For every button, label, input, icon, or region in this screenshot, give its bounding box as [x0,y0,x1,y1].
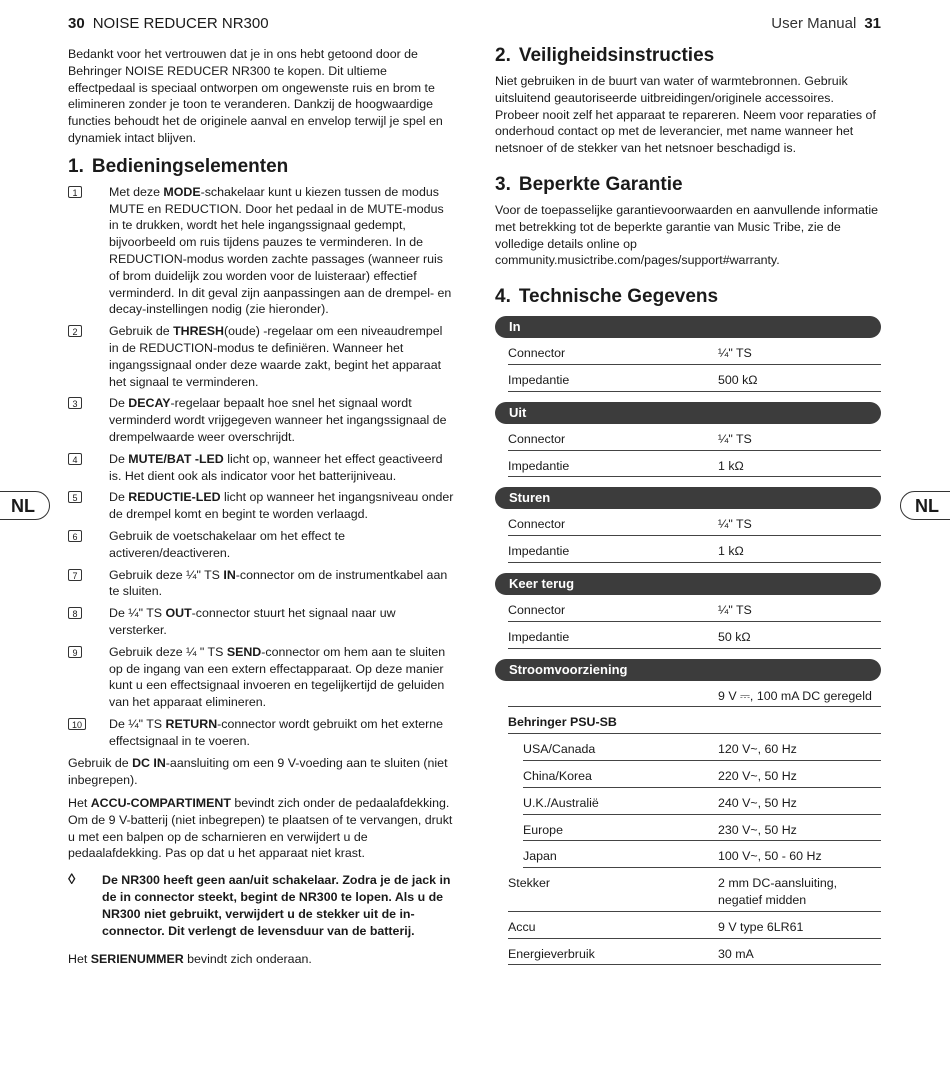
page-number-right: 31 [864,15,881,32]
spec-value: 230 V~, 50 Hz [718,822,797,837]
control-item-text: De REDUCTIE-LED licht op wanneer het ingangsniveau onder de drempel komt en begint te worden verlaagd. [109,490,454,522]
item-number-badge: 8 [68,607,82,619]
spec-row [523,815,881,842]
item-number-badge: 3 [68,397,82,409]
spec-value: 2 mm DC-aansluiting, negatief midden [718,876,838,907]
warranty-text: Voor de toepasselijke garantievoorwaarden en aanvullende informatie met betrekking tot de beperkte garantie van Music Tribe, zie de volledige details online op community.musictribe.com/pages/support#warranty. [495,202,878,268]
specs-heading: 4. Technische Gegevens [495,286,719,308]
item-number-badge: 5 [68,491,82,503]
spec-key: Connector [508,431,566,446]
spec-key: Behringer PSU-SB [508,715,617,730]
spec-row [508,365,881,392]
spec-value: 500 kΩ [718,372,758,387]
page-number-left: 30 [68,15,85,32]
spec-value: 1 kΩ [718,458,744,473]
control-item [68,451,454,485]
control-item-text: De ¼" TS OUT-connector stuurt het signaal naar uw versterker. [109,606,396,637]
spec-row [523,788,881,815]
spec-key: Japan [523,849,557,864]
item-number-badge: 2 [68,325,82,337]
spec-row [508,868,881,912]
item-number-badge: 4 [68,453,82,465]
spec-row [508,509,881,536]
spec-value: 30 mA [718,946,754,961]
spec-value: 9 V type 6LR61 [718,919,804,934]
spec-key: Impedantie [508,372,570,387]
control-item [68,528,454,562]
intro-paragraph: Bedankt voor het vertrouwen dat je in ons hebt getoond door de Behringer NOISE REDUCER NR300 te kopen. Dit ultieme effectpedaal is speciaal ontworpen om ongewenste ruis en brom te elimineren zonder je toon te veranderen. Dankzij de hoogwaardige functies behoudt het de originele aanval en envelop terwijl je spel en dynamiek intact blijven. [68,47,443,145]
control-item [68,605,454,639]
spec-value: 50 kΩ [718,629,751,644]
control-item-text: Met deze MODE-schakelaar kunt u kiezen tussen de modus MUTE en REDUCTION. Door het pedaal in de MUTE-modus in te drukken, wordt het hele ingangssignaal gedempt, bijvoorbeeld om ruis tijdens pauzes te verminderen. In de REDUCTION-modus worden zachte passages (wanneer ruis of brom duidelijk zou worden voor de luisteraar) effectief verminderd. In dit geval zijn aanpassingen aan de drempel- en decay-instellingen nodig (zie hieronder). [109,184,452,317]
spec-key: Impedantie [508,629,570,644]
page-header-left [68,15,269,32]
spec-row [508,912,881,939]
spec-group-header: Keer terug [495,573,881,595]
spec-key: Europe [523,822,563,837]
warning-note [68,872,454,939]
specs-table [495,316,881,965]
spec-value: 220 V~, 50 Hz [718,768,797,783]
spec-value: ¼" TS [718,346,752,361]
spec-row [508,338,881,365]
spec-value: ¼" TS [718,602,752,617]
spec-value [718,714,881,731]
spec-row [508,622,881,649]
control-item-text: Gebruik de THRESH(oude) -regelaar om een niveaudrempel in de REDUCTION-modus te definiëren. Wanneer het ingangssignaal onder deze waarde zakt, begint het apparaat het signaal te verminderen. [109,324,443,389]
left-column [68,46,454,968]
spec-key: Stekker [508,876,551,891]
spec-row [508,536,881,563]
spec-row [508,681,881,708]
right-column [495,44,881,965]
warning-diamond-icon: ◊ [68,871,76,889]
control-item-text: Gebruik deze ¼ " TS SEND-connector om hem aan te sluiten op de ingang van een extern effectapparaat. Op deze manier kunt u een effectsignaal invoeren en tegelijkertijd de geluiden van het apparaat elimineren. [109,644,446,710]
spec-key: Accu [508,919,536,934]
safety-heading: 2. Veiligheidsinstructies [495,45,715,66]
spec-row [508,451,881,478]
page-header-right [771,15,881,32]
control-item [68,644,454,711]
spec-value: 9 V ⎓, 100 mA DC geregeld [718,688,872,703]
spec-key: Connector [508,346,566,361]
spec-key: USA/Canada [523,742,596,757]
spec-value: 100 V~, 50 - 60 Hz [718,849,822,864]
warning-text: De NR300 heeft geen aan/uit schakelaar. Zodra je de jack in de in connector steekt, begint de NR300 te lopen. Als u de NR300 niet gebruikt, verwijdert u de stekker uit de in-connector. Dit verlengt de levensduur van de batterij. [102,873,451,938]
spec-key: U.K./Australië [523,795,599,810]
spec-key: Connector [508,517,566,532]
item-number-badge: 7 [68,569,82,581]
spec-key: Impedantie [508,544,570,559]
spec-group-header: Stroomvoorziening [495,659,881,681]
serial-paragraph: Het SERIENUMMER bevindt zich onderaan. [68,952,312,967]
spec-row [508,424,881,451]
spec-key [508,688,718,705]
accu-paragraph: Het ACCU-COMPARTIMENT bevindt zich onder de pedaalafdekking. Om de 9 V-batterij (niet inbegrepen) te plaatsen of te vervangen, drukt u met een balpen op de scharnieren en verwijdert u de pedaalafdekking. Pas op dat u het apparaat niet krast. [68,796,453,861]
control-item-text: De ¼" TS RETURN-connector wordt gebruikt om het externe effectsignaal in te voeren. [109,716,444,748]
dcin-paragraph: Gebruik de DC IN-aansluiting om een 9 V-voeding aan te sluiten (niet inbegrepen). [68,756,448,788]
control-item [68,489,454,523]
spec-key: Impedantie [508,458,570,473]
spec-value: 120 V~, 60 Hz [718,742,797,757]
control-item-text: De DECAY-regelaar bepaalt hoe snel het signaal wordt verminderd wordt vrijgegeven wanneer het ingangssignaal de drempelwaarde weer overschrijdt. [109,396,447,444]
control-item-text: De MUTE/BAT -LED licht op, wanneer het effect geactiveerd is. Het dient ook als indicator voor het batterijniveau. [109,451,443,483]
spec-group-header: In [495,316,881,338]
item-number-badge: 10 [68,718,86,730]
control-item-text: Gebruik de voetschakelaar om het effect te activeren/deactiveren. [109,528,346,560]
spec-group-header: Uit [495,402,881,424]
spec-value: 1 kΩ [718,544,744,559]
spec-value: ¼" TS [718,517,752,532]
language-tab-left: NL [0,491,50,520]
warranty-heading: 3. Beperkte Garantie [495,173,683,195]
control-item [68,184,454,318]
item-number-badge: 1 [68,186,82,198]
spec-key: China/Korea [523,768,592,783]
spec-key: Connector [508,602,566,617]
controls-list [68,184,454,750]
product-title: NOISE REDUCER NR300 [92,15,269,32]
control-item [68,395,454,445]
control-item [68,567,454,601]
spec-row [508,707,881,734]
manual-title: User Manual [771,15,857,32]
safety-text: Niet gebruiken in de buurt van water of warmtebronnen. Gebruik uitsluitend geautoriseerde uitbreidingen/originele accessoires. Probeer nooit zelf het apparaat te repareren. Neem voor reparaties of onderhoud contact op met de leverancier, met name wanneer het netsnoer of de stekker van het netsnoer beschadigd is. [495,74,876,156]
spec-row [523,841,881,868]
language-tab-right: NL [900,491,950,520]
controls-heading: 1. Bedieningselementen [68,155,289,177]
spec-group-header: Sturen [495,487,881,509]
spec-value: ¼" TS [718,431,752,446]
spec-row [523,734,881,761]
control-item [68,716,454,750]
control-item-text: Gebruik deze ¼" TS IN-connector om de instrumentkabel aan te sluiten. [109,567,448,599]
spec-value: 240 V~, 50 Hz [718,795,797,810]
spec-key: Energieverbruik [508,946,595,961]
item-number-badge: 9 [68,646,82,658]
control-item [68,323,454,390]
spec-row [508,595,881,622]
item-number-badge: 6 [68,530,82,542]
spec-row [508,939,881,966]
spec-row [523,761,881,788]
